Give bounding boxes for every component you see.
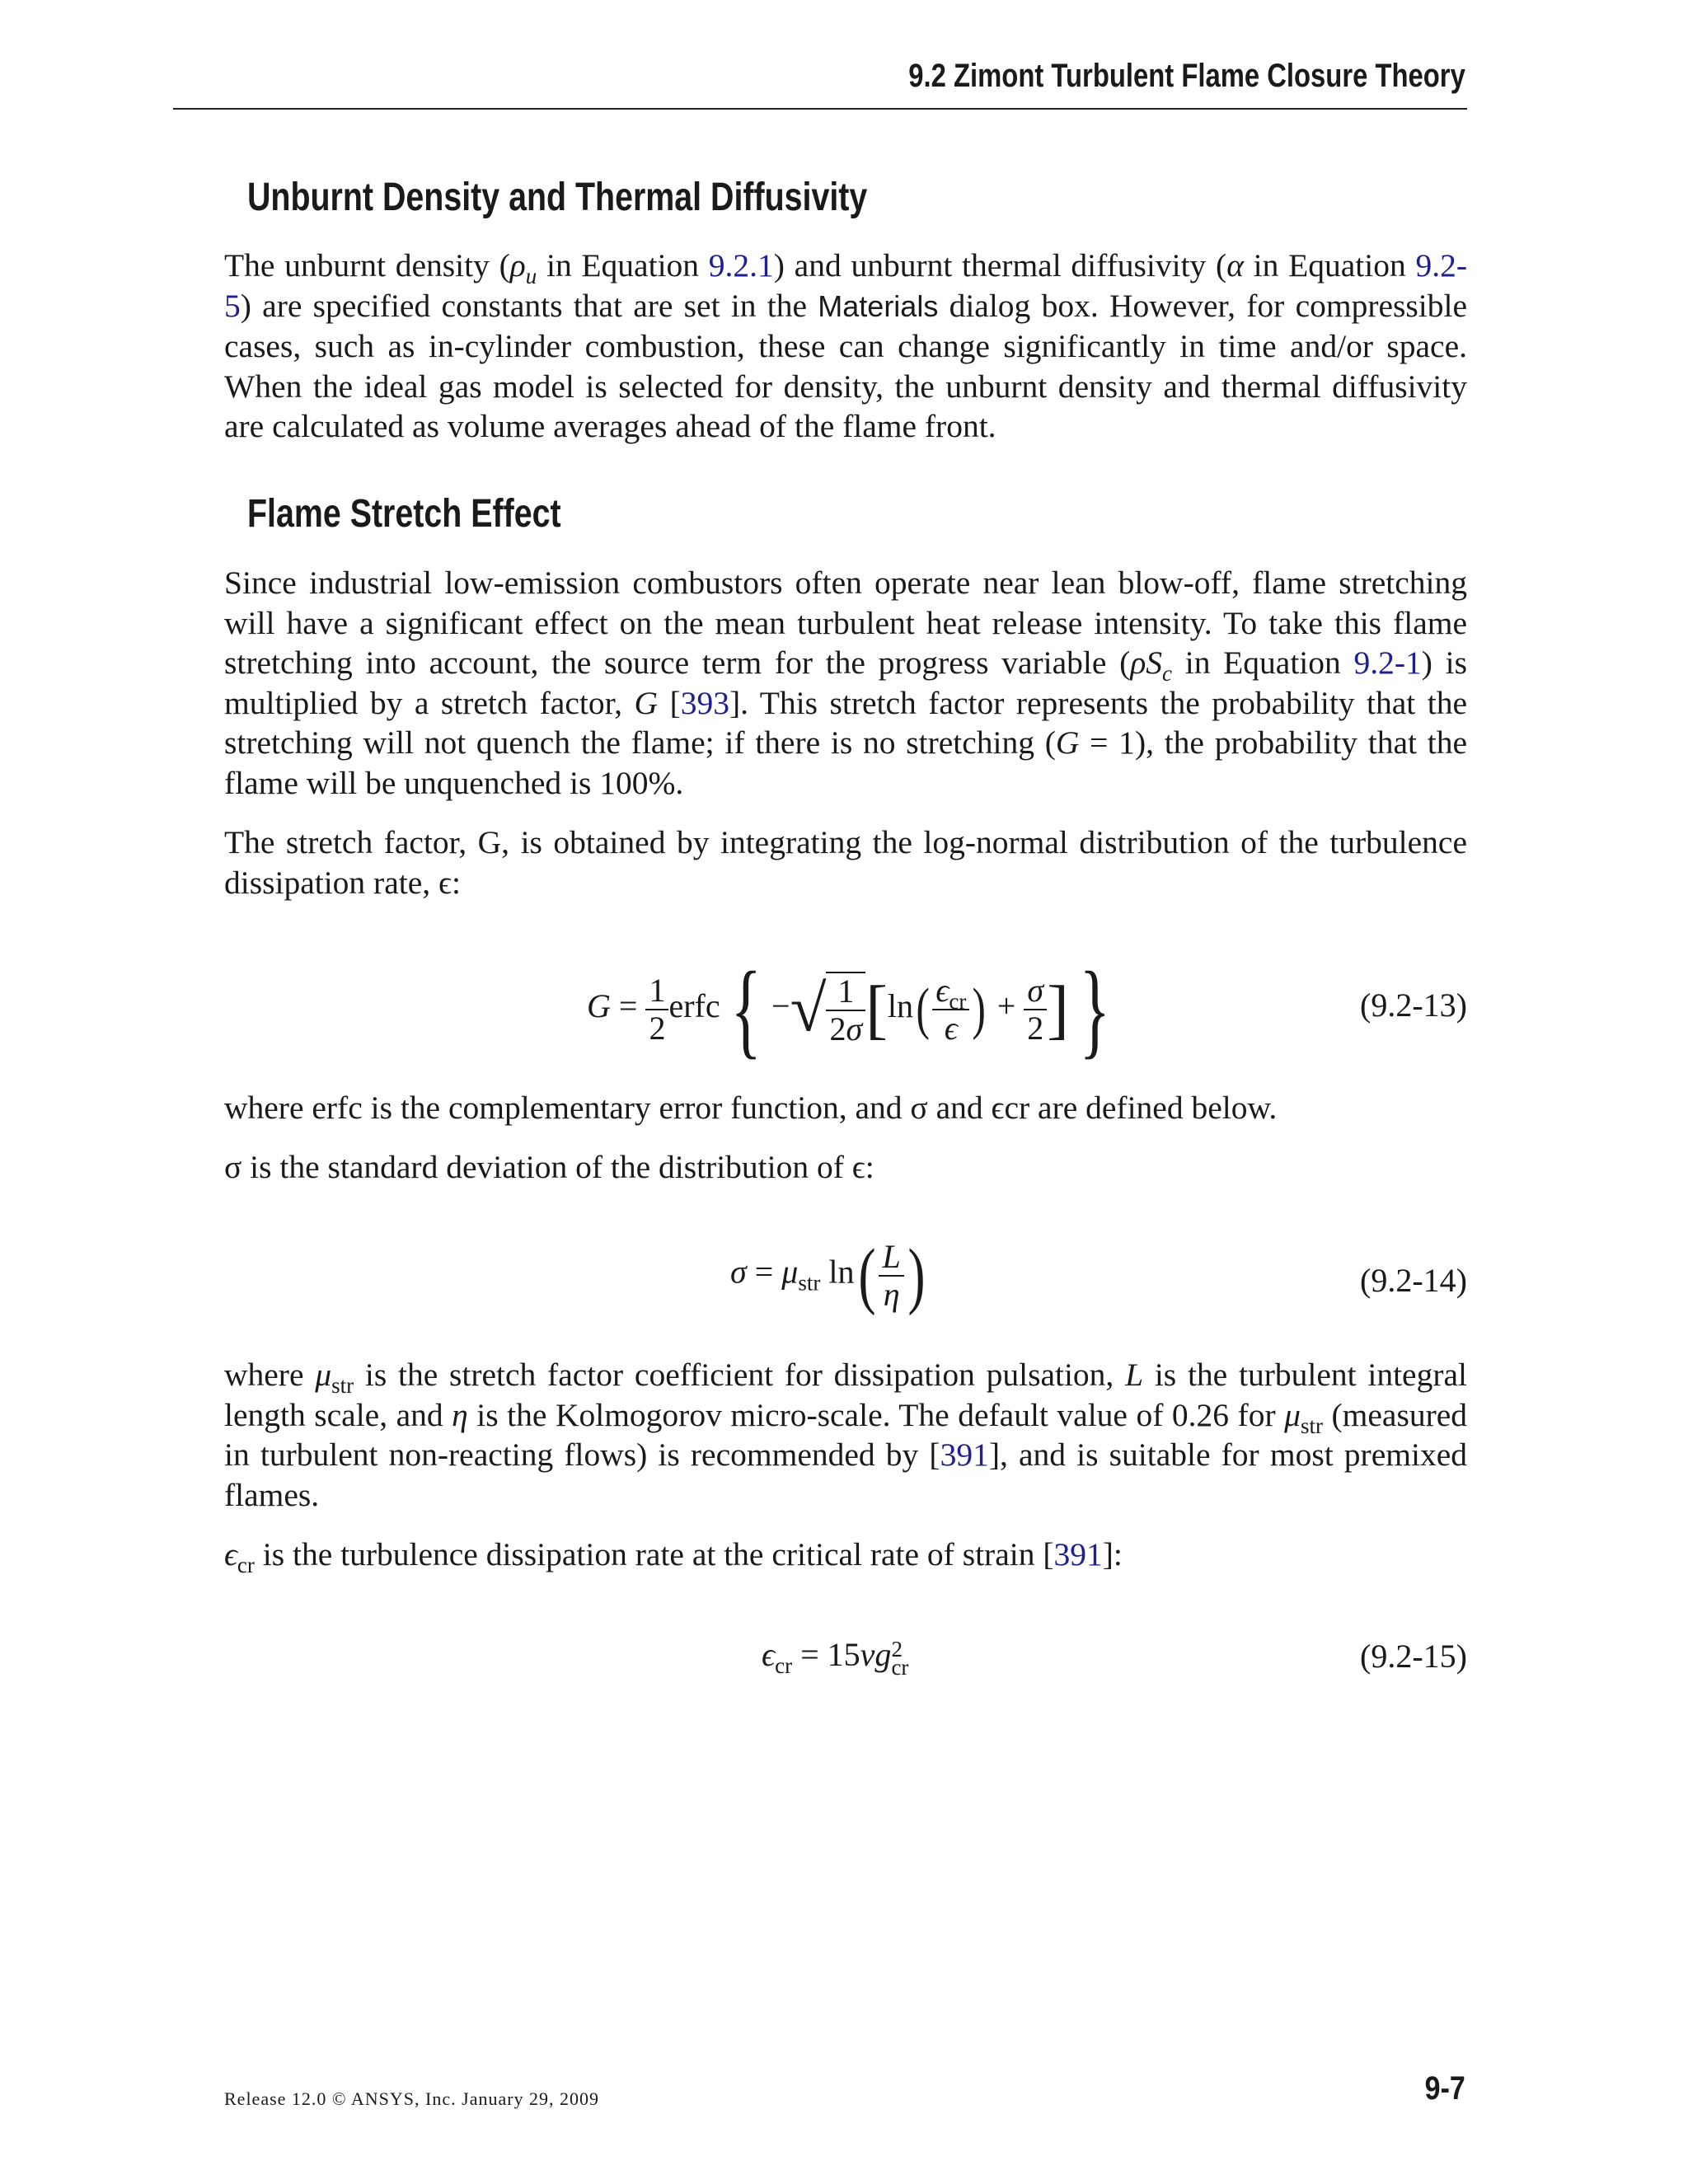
equation-number-9-2-15: (9.2-15)	[1360, 1638, 1467, 1675]
text: in Equation	[1243, 247, 1416, 284]
text: in Equation	[537, 247, 709, 284]
paragraph-erfc: where erfc is the complementary error function, and σ and ϵcr are defined below.	[224, 1090, 1278, 1126]
text: (measured in turbulent non-reacting flows) is recommended by	[224, 1396, 1468, 1473]
page-number: 9-7	[1424, 2070, 1465, 2107]
section-heading-unburnt-density: Unburnt Density and Thermal Diffusivity	[247, 176, 868, 219]
text: ), the probability that the flame will be unquenched is 100%.	[224, 724, 1468, 801]
paragraph-mu-str: where $\mu_{str}$ is the stretch factor coefficient for dissipation pulsation, L is the turbulent integral length scale, and η is the Kolmogorov micro-scale. The default value of 0.26 for $\mu_{str}$ (measured in turbulent non-reacting flows) is recommended by [391], and is suitable for most premixed flames.	[224, 1357, 1468, 1513]
materials-dialog-name: Materials	[818, 288, 939, 323]
equation-link-9-2-1[interactable]: 9.2.1	[708, 247, 774, 284]
footer-release: Release 12.0 © ANSYS, Inc. January 29, 2009	[224, 2088, 600, 2109]
text: in Equation	[1172, 644, 1354, 681]
citation-391[interactable]: 391	[1053, 1536, 1103, 1572]
text: is the stretch factor coefficient for dissipation pulsation,	[354, 1357, 1126, 1393]
equation-number-9-2-14: (9.2-14)	[1360, 1262, 1467, 1299]
text: is the turbulence dissipation rate at the critical rate of strain	[254, 1536, 1043, 1572]
text: where	[224, 1357, 316, 1393]
equation-number-9-2-13: (9.2-13)	[1360, 987, 1467, 1024]
text: is the Kolmogorov micro-scale. The default value of 0.26 for	[467, 1396, 1285, 1433]
running-head: 9.2 Zimont Turbulent Flame Closure Theory	[908, 58, 1465, 94]
header-rule	[173, 108, 1467, 110]
paragraph-flame-stretch-intro: Since industrial low-emission combustors often operate near lean blow-off, flame stretching will have a significant effect on the mean turbulent heat release intensity. To take this flame stretching into account, the source term for the progress variable ($\rho S_c$ in Equation 9.2-1) is multiplied by a stretch factor, G [393]. This stretch factor represents the probability that the stretching will not quench the flame; if there is no stretching (G = 1), the probability that the flame will be unquenched is 100%.	[224, 565, 1468, 801]
equation-9-2-14: $\sigma = \mu_{str}$ ln( $\frac{L}{\eta}$ )	[730, 1235, 926, 1316]
text: . This stretch factor represents the probability that the stretching will not quench the flame; if there is no stretching (	[224, 684, 1468, 761]
text: The unburnt density (	[224, 247, 510, 284]
equation-9-2-15: $\epsilon_{cr} = 15\nu g$ 2 cr	[762, 1636, 909, 1680]
text: is the turbulent integral length scale, and	[224, 1357, 1467, 1433]
text: ) and unburnt thermal diffusivity (	[773, 247, 1227, 284]
paragraph-epsilon-cr: $\epsilon_{cr}$ is the turbulence dissipation rate at the critical rate of strain [391]:	[224, 1536, 1123, 1577]
text: :	[1113, 1536, 1123, 1572]
text: ) are specified constants that are set in the	[240, 287, 818, 324]
equation-9-2-13: G = $\frac{1}{2}$ erfc{ −√ $\frac{1}{2\sigma}$ [ln( $\frac{\epsilon_{cr}}{\epsilon}$ ) + $\frac{\sigma}{2}$ ]}	[587, 950, 1110, 1069]
equation-link-9-2-1[interactable]: 9.2-1	[1353, 644, 1422, 681]
equation-link-9-2-5[interactable]: 9.2-5	[224, 247, 1467, 324]
text: ) is multiplied by a stretch factor,	[224, 644, 1467, 721]
paragraph-unburnt-density: The unburnt density ($\rho_u$ in Equation 9.2.1) and unburnt thermal diffusivity (α in Equation 9.2-5) are specified constants that are set in the Materials dialog box. However, for compressible cases, such as in-cylinder combustion, these can change significantly in time and/or space. When the ideal gas model is selected for density, the unburnt density and thermal diffusivity are calculated as volume averages ahead of the flame front.	[224, 247, 1467, 444]
paragraph-stretch-factor: The stretch factor, G, is obtained by integrating the log-normal distribution of the turbulence dissipation rate, ϵ:	[224, 824, 1467, 901]
paragraph-sigma: σ is the standard deviation of the distribution of ϵ:	[224, 1149, 874, 1185]
citation-391[interactable]: 391	[940, 1436, 989, 1473]
text: , and is suitable for most premixed flames.	[224, 1436, 1467, 1513]
citation-393[interactable]: 393	[680, 684, 729, 721]
text: Since industrial low-emission combustors often operate near lean blow-off, flame stretching will have a significant effect on the mean turbulent heat release intensity. To take this flame stretching into account, the source term for the progress variable (	[224, 565, 1467, 681]
text: dialog box. However, for compressible cases, such as in-cylinder combustion, these can change significantly in time and/or space. When the ideal gas model is selected for density, the unburnt density and thermal diffusivity are calculated as volume averages ahead of the flame front.	[224, 287, 1467, 444]
section-heading-flame-stretch: Flame Stretch Effect	[247, 492, 561, 536]
